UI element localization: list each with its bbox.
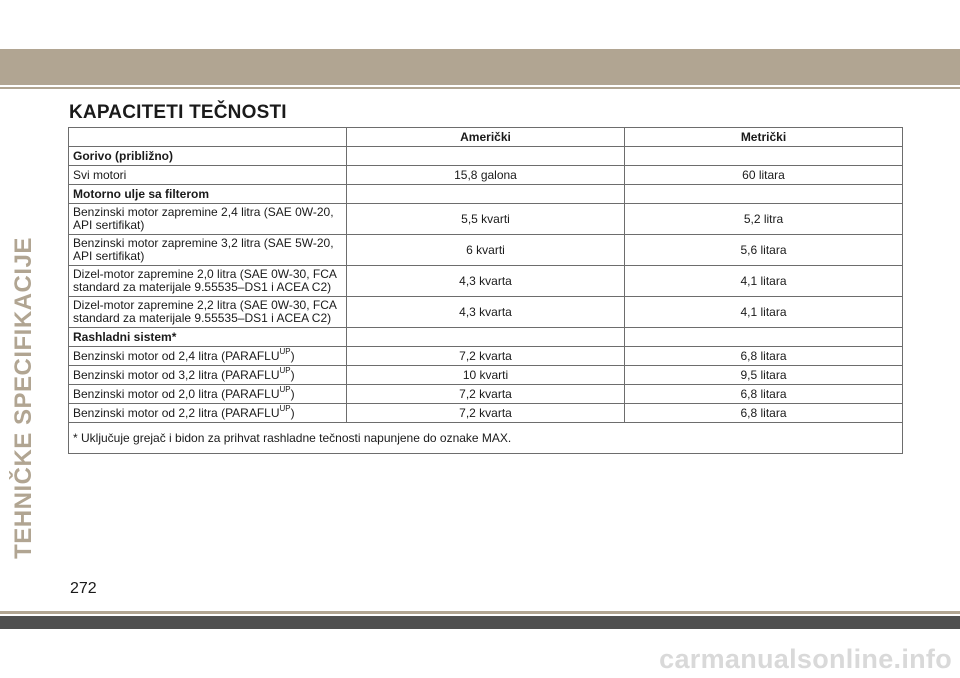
- section-row-fuel: [69, 147, 903, 166]
- footer-band: [0, 616, 960, 629]
- us-value: 7,2 kvarta: [347, 404, 625, 423]
- metric-value: 9,5 litara: [625, 366, 903, 385]
- us-value: 15,8 galona: [347, 166, 625, 185]
- header-rule: [0, 87, 960, 89]
- row-label: Dizel-motor zapremine 2,2 litra (SAE 0W-30, FCA standard za materijale 9.55535–DS1 i ACEA C2): [69, 297, 347, 328]
- table-row: [69, 366, 903, 385]
- us-value: 5,5 kvarti: [347, 204, 625, 235]
- header-cell-metric: Metrički: [625, 128, 903, 147]
- row-label: Benzinski motor zapremine 3,2 litra (SAE 5W-20, API sertifikat): [69, 235, 347, 266]
- page-title: KAPACITETI TEČNOSTI: [69, 102, 287, 123]
- metric-value: 4,1 litara: [625, 266, 903, 297]
- metric-value: 5,6 litara: [625, 235, 903, 266]
- table-row: [69, 297, 903, 328]
- row-label: Benzinski motor od 2,0 litra $(PARAFLU^{UP})$: [69, 385, 347, 404]
- table-row: [69, 347, 903, 366]
- fluid-capacities-table: [68, 127, 903, 454]
- metric-value: 5,2 litra: [625, 204, 903, 235]
- chapter-side-label-text: TEHNIČKE SPECIFIKACIJE: [10, 237, 37, 559]
- us-value: 7,2 kvarta: [347, 347, 625, 366]
- metric-value: 6,8 litara: [625, 385, 903, 404]
- table-row: [69, 385, 903, 404]
- section-row-cooling: [69, 328, 903, 347]
- table-header-row: [69, 128, 903, 147]
- footnote-row: [69, 423, 903, 454]
- metric-value: 60 litara: [625, 166, 903, 185]
- us-value: 10 kvarti: [347, 366, 625, 385]
- header-band: [0, 49, 960, 85]
- us-value: 7,2 kvarta: [347, 385, 625, 404]
- page-number: 272: [70, 580, 97, 597]
- section-label: Motorno ulje sa filterom: [69, 185, 347, 204]
- table-row: [69, 204, 903, 235]
- row-label: Benzinski motor od 2,2 litra $(PARAFLU^{UP})$: [69, 404, 347, 423]
- row-label: Benzinski motor od 3,2 litra $(PARAFLU^{UP})$: [69, 366, 347, 385]
- table-row: [69, 166, 903, 185]
- section-row-engine-oil: [69, 185, 903, 204]
- metric-value: 4,1 litara: [625, 297, 903, 328]
- watermark: carmanualsonline.info: [659, 644, 952, 674]
- section-label: Rashladni sistem*: [69, 328, 347, 347]
- metric-value: 6,8 litara: [625, 404, 903, 423]
- row-label: Benzinski motor od 2,4 litra $(PARAFLU^{UP})$: [69, 347, 347, 366]
- table-row: [69, 266, 903, 297]
- metric-value: 6,8 litara: [625, 347, 903, 366]
- footnote: * Uključuje grejač i bidon za prihvat rashladne tečnosti napunjene do oznake MAX.: [69, 423, 903, 454]
- header-cell-us: Američki: [347, 128, 625, 147]
- header-cell-empty: [69, 128, 347, 147]
- row-label: Benzinski motor zapremine 2,4 litra (SAE 0W-20, API sertifikat): [69, 204, 347, 235]
- table-row: [69, 404, 903, 423]
- us-value: 4,3 kvarta: [347, 266, 625, 297]
- row-label: Svi motori: [69, 166, 347, 185]
- section-label: Gorivo (približno): [69, 147, 347, 166]
- table-row: [69, 235, 903, 266]
- us-value: 6 kvarti: [347, 235, 625, 266]
- row-label: Dizel-motor zapremine 2,0 litra (SAE 0W-30, FCA standard za materijale 9.55535–DS1 i ACEA C2): [69, 266, 347, 297]
- footer-rule: [0, 611, 960, 614]
- us-value: 4,3 kvarta: [347, 297, 625, 328]
